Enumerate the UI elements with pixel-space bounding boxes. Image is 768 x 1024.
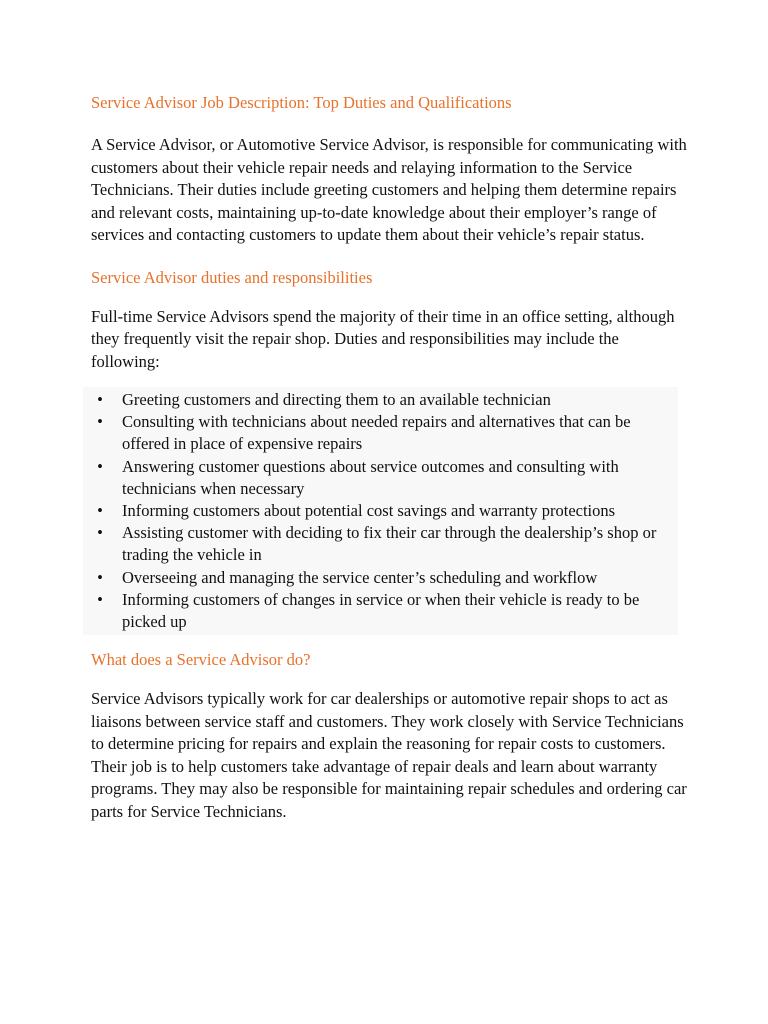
list-item [83,500,678,522]
list-item-text: Assisting customer with deciding to fix their car through the dealership’s shop or trading the vehicle in [122,523,657,565]
list-item [83,389,678,411]
bullet-icon: • [97,412,103,432]
list-item-text: Informing customers of changes in service or when their vehicle is ready to be picked up [122,589,640,632]
duties-heading: Service Advisor duties and responsibilities [91,267,373,287]
document-page [91,92,691,823]
list-item [83,567,678,589]
list-item-text: Overseeing and managing the service center’s scheduling and workflow [122,567,598,587]
list-item [83,411,678,455]
list-item-text: Answering customer questions about service outcomes and consulting with technicians when necessary [122,456,619,498]
bullet-icon: • [97,567,103,587]
duties-intro-paragraph: Full-time Service Advisors spend the majority of their time in an office setting, although they frequently visit the repair shop. Duties and responsibilities may include the following: [91,306,675,371]
bullet-icon: • [97,523,103,543]
duties-list [83,387,678,635]
list-item [83,456,678,500]
intro-paragraph: A Service Advisor, or Automotive Service Advisor, is responsible for communicating with customers about their vehicle repair needs and relaying information to the Service Technicians. Their duties include greeting customers and helping them determine repairs and relevant costs, maintaining up-to-date knowledge about their employer’s range of services and contacting customers to update them about their vehicle’s repair status. [91,135,687,244]
what-paragraph: Service Advisors typically work for car dealerships or automotive repair shops to act as liaisons between service staff and customers. They work closely with Service Technicians to determine pricing for repairs and explain the reasoning for repair costs to customers. Their job is to help customers take advantage of repair deals and learn about warranty programs. They may also be responsible for maintaining repair schedules and ordering car parts for Service Technicians. [91,689,687,821]
what-heading: What does a Service Advisor do? [91,650,311,670]
list-item [83,522,678,566]
list-item-text: Consulting with technicians about needed repairs and alternatives that can be offered in place of expensive repairs [122,412,631,454]
list-item [83,589,678,633]
bullet-icon: • [97,501,103,521]
bullet-icon: • [97,589,103,609]
list-item-text: Greeting customers and directing them to an available technician [122,390,551,409]
document-title: Service Advisor Job Description: Top Duties and Qualifications [91,93,512,112]
list-item-text: Informing customers about potential cost savings and warranty protections [122,501,616,521]
bullet-icon: • [97,456,103,476]
bullet-icon: • [97,390,103,409]
